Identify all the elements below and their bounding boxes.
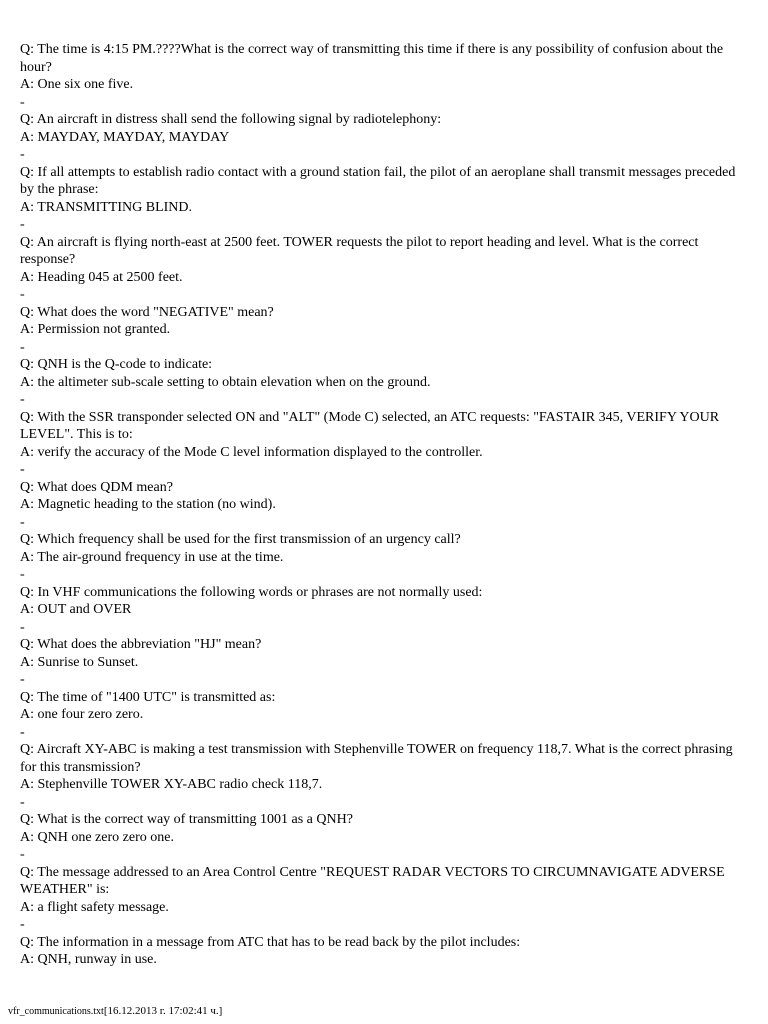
question-text: Q: With the SSR transponder selected ON and "ALT" (Mode C) selected, an ATC requests: "FASTAIR 345, VERIFY YOUR LEVEL". This is to: — [20, 409, 720, 442]
qa-item-3 — [20, 164, 748, 217]
question-text: Q: What is the correct way of transmitting 1001 as a QNH? — [20, 812, 353, 827]
question-text: Q: What does QDM mean? — [20, 479, 173, 495]
qa-item-13 — [20, 741, 748, 794]
question-text: Q: The information in a message from ATC that has to be read back by the pilot includes: — [20, 934, 521, 950]
answer-text: A: OUT and OVER — [20, 602, 132, 617]
qa-item-12 — [20, 689, 748, 724]
qa-item-16 — [20, 934, 748, 969]
separator: - — [20, 567, 25, 582]
page-footer — [8, 1004, 222, 1019]
question-text: Q: QNH is the Q-code to indicate: — [20, 357, 213, 372]
separator: - — [20, 94, 25, 110]
separator: - — [20, 147, 25, 162]
answer-text: A: Permission not granted. — [20, 322, 171, 337]
answer-text: A: verify the accuracy of the Mode C level information displayed to the controller. — [20, 444, 483, 460]
qa-item-1 — [20, 41, 748, 94]
footer-timestamp: [16.12.2013 г. 17:02:41 ч.] — [103, 1005, 223, 1017]
separator: - — [20, 217, 25, 232]
answer-text: A: QNH one zero zero one. — [20, 829, 174, 845]
qa-item-14 — [20, 811, 748, 846]
qa-item-4 — [20, 234, 748, 287]
question-text: Q: An aircraft is flying north-east at 2500 feet. TOWER requests the pilot to report heading and level. What is the correct response? — [20, 234, 699, 267]
answer-text: A: MAYDAY, MAYDAY, MAYDAY — [20, 129, 230, 145]
question-text: Q: Which frequency shall be used for the first transmission of an urgency call? — [20, 532, 461, 547]
answer-text: A: Magnetic heading to the station (no wind). — [20, 497, 276, 512]
question-text: Q: The message addressed to an Area Control Centre "REQUEST RADAR VECTORS TO CIRCUMNAVIGATE ADVERSE WEATHER" is: — [20, 864, 725, 897]
answer-text: A: a flight safety message. — [20, 899, 169, 915]
question-text: Q: Aircraft XY-ABC is making a test transmission with Stephenville TOWER on frequency 118,7. What is the correct phrasing for this transmission? — [20, 742, 733, 775]
question-text: Q: If all attempts to establish radio contact with a ground station fail, the pilot of an aeroplane shall transmit messages preceded by the phrase: — [20, 164, 736, 197]
separator: - — [20, 672, 25, 687]
answer-text: A: one four zero zero. — [20, 707, 144, 722]
qa-item-10 — [20, 584, 748, 619]
separator: - — [20, 917, 25, 932]
separator: - — [20, 847, 25, 862]
footer-filename: vfr_communications.txt — [8, 1006, 104, 1017]
qa-item-11 — [20, 636, 748, 671]
separator: - — [20, 794, 25, 810]
separator: - — [20, 339, 25, 355]
document-body — [20, 41, 748, 969]
question-text: Q: The time of "1400 UTC" is transmitted as: — [20, 689, 276, 705]
question-text: Q: What does the word "NEGATIVE" mean? — [20, 304, 274, 320]
qa-item-7 — [20, 409, 748, 462]
qa-item-9 — [20, 531, 748, 566]
separator: - — [20, 462, 25, 477]
separator: - — [20, 514, 25, 530]
answer-text: A: QNH, runway in use. — [20, 952, 157, 967]
separator: - — [20, 392, 25, 407]
question-text: Q: An aircraft in distress shall send the following signal by radiotelephony: — [20, 112, 442, 127]
answer-text: A: the altimeter sub-scale setting to obtain elevation when on the ground. — [20, 374, 431, 390]
question-text: Q: What does the abbreviation "HJ" mean? — [20, 637, 262, 652]
separator: - — [20, 619, 25, 635]
qa-item-15 — [20, 864, 748, 917]
separator: - — [20, 724, 25, 740]
answer-text: A: Sunrise to Sunset. — [20, 654, 139, 670]
qa-item-5 — [20, 304, 748, 339]
question-text: Q: The time is 4:15 PM.????What is the correct way of transmitting this time if there is any possibility of confusion about the hour? — [20, 42, 724, 75]
qa-item-8 — [20, 479, 748, 514]
answer-text: A: Heading 045 at 2500 feet. — [20, 269, 183, 285]
separator: - — [20, 287, 25, 302]
question-text: Q: In VHF communications the following words or phrases are not normally used: — [20, 584, 483, 600]
answer-text: A: TRANSMITTING BLIND. — [20, 199, 193, 215]
answer-text: A: One six one five. — [20, 77, 134, 92]
qa-item-6 — [20, 356, 748, 391]
answer-text: A: Stephenville TOWER XY-ABC radio check 118,7. — [20, 777, 323, 792]
answer-text: A: The air-ground frequency in use at the time. — [20, 549, 284, 565]
qa-item-2 — [20, 111, 748, 146]
